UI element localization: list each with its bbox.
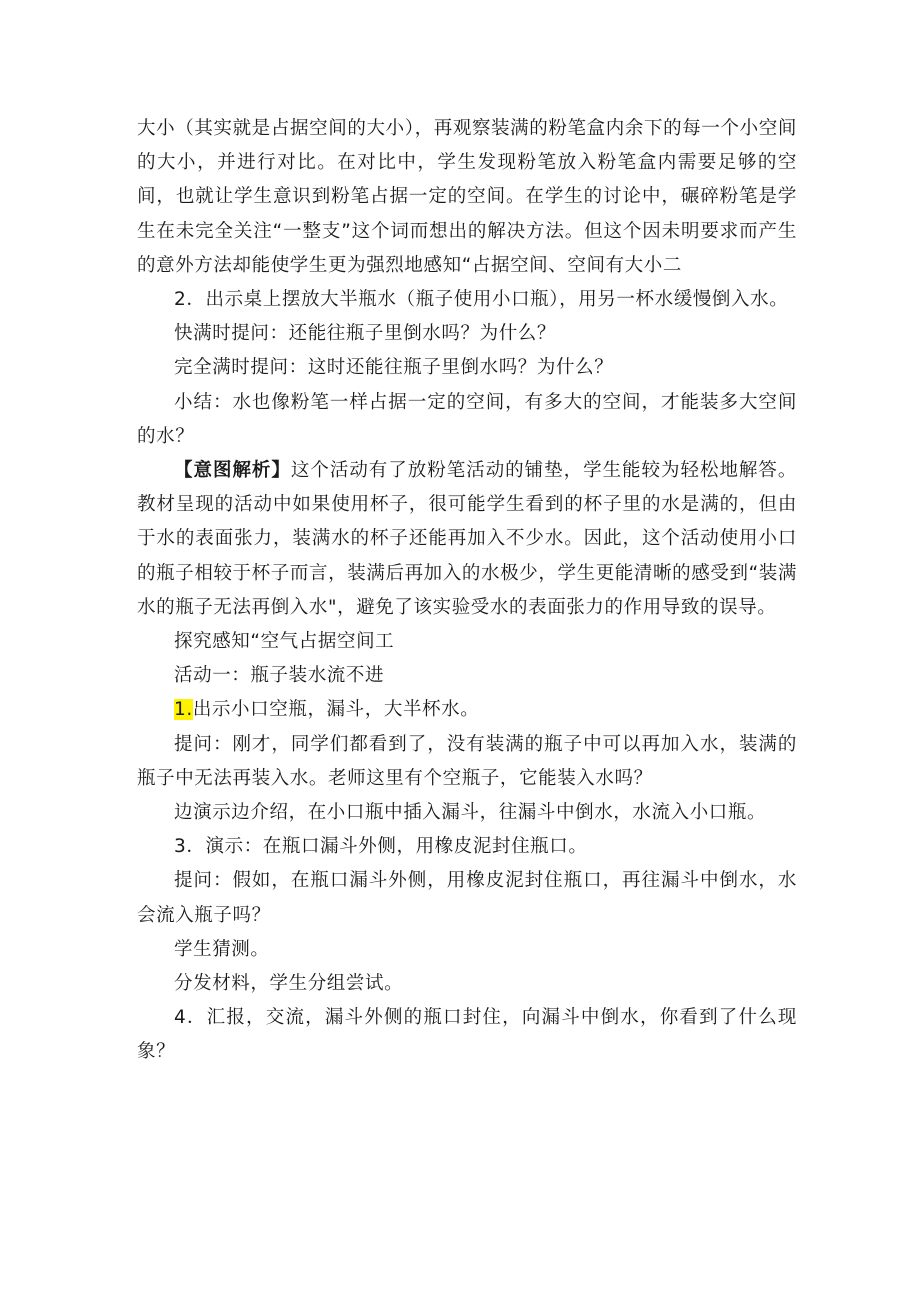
paragraph-11: 边演示边介绍，在小口瓶中插入漏斗，往漏斗中倒水，水流入小口瓶。 (174, 802, 767, 824)
paragraph-14: 学生猜测。 (174, 938, 270, 960)
paragraph-7: 探究感知“空气占据空间工 (174, 631, 395, 653)
paragraph-9 (137, 693, 797, 727)
document-body (137, 112, 797, 1070)
paragraph-2: 2．出示桌上摆放大半瓶水（瓶子使用小口瓶），用另一杯水缓慢倒入水。 (174, 289, 789, 311)
paragraph-1: 大小（其实就是占据空间的大小），再观察装满的粉笔盒内余下的每一个小空间的大小，并进行对比。在对比中，学生发现粉笔放入粉笔盒内需要足够的空间，也就让学生意识到粉笔占据一定的空间。在学生的讨论中，碾碎粉笔是学生在未完全关注“一整支”这个词而想出的解决方法。但这个因未明要求而产生的意外方法却能使学生更为强烈地感知“占据空间、空间有大小二 (137, 118, 797, 276)
paragraph-6 (137, 454, 797, 625)
highlighted-number: 1. (174, 699, 193, 721)
paragraph-9-text: 出示小口空瓶，漏斗，大半杯水。 (192, 699, 480, 721)
paragraph-5: 小结：水也像粉笔一样占据一定的空间，有多大的空间，才能装多大空间的水？ (137, 391, 797, 447)
paragraph-15: 分发材料，学生分组尝试。 (174, 973, 404, 995)
paragraph-3: 快满时提问：还能往瓶子里倒水吗？为什么？ (174, 323, 557, 345)
paragraph-4: 完全满时提问：这时还能往瓶子里倒水吗？为什么？ (174, 357, 614, 379)
paragraph-13: 提问：假如，在瓶口漏斗外侧，用橡皮泥封住瓶口，再往漏斗中倒水，水会流入瓶子吗？ (137, 870, 797, 926)
intent-analysis-text: 这个活动有了放粉笔活动的铺垫，学生能较为轻松地解答。教材呈现的活动中如果使用杯子，很可能学生看到的杯子里的水是满的，但由于水的表面张力，装满水的杯子还能再加入不少水。因此，这个活动使用小口的瓶子相较于杯子而言，装满后再加入的水极少，学生更能清晰的感受到“装满水的瓶子无法再倒入水"，避免了该实验受水的表面张力的作用导致的误导。 (137, 460, 797, 618)
paragraph-16: 4．汇报，交流，漏斗外侧的瓶口封住，向漏斗中倒水，你看到了什么现象？ (137, 1007, 797, 1063)
paragraph-12: 3．演示：在瓶口漏斗外侧，用橡皮泥封住瓶口。 (174, 836, 588, 858)
intent-analysis-label: 【意图解析】 (174, 460, 291, 482)
paragraph-10: 提问：刚才，同学们都看到了，没有装满的瓶子中可以再加入水，装满的瓶子中无法再装入水。老师这里有个空瓶子，它能装入水吗？ (137, 733, 797, 789)
paragraph-8: 活动一：瓶子装水流不进 (174, 665, 385, 687)
